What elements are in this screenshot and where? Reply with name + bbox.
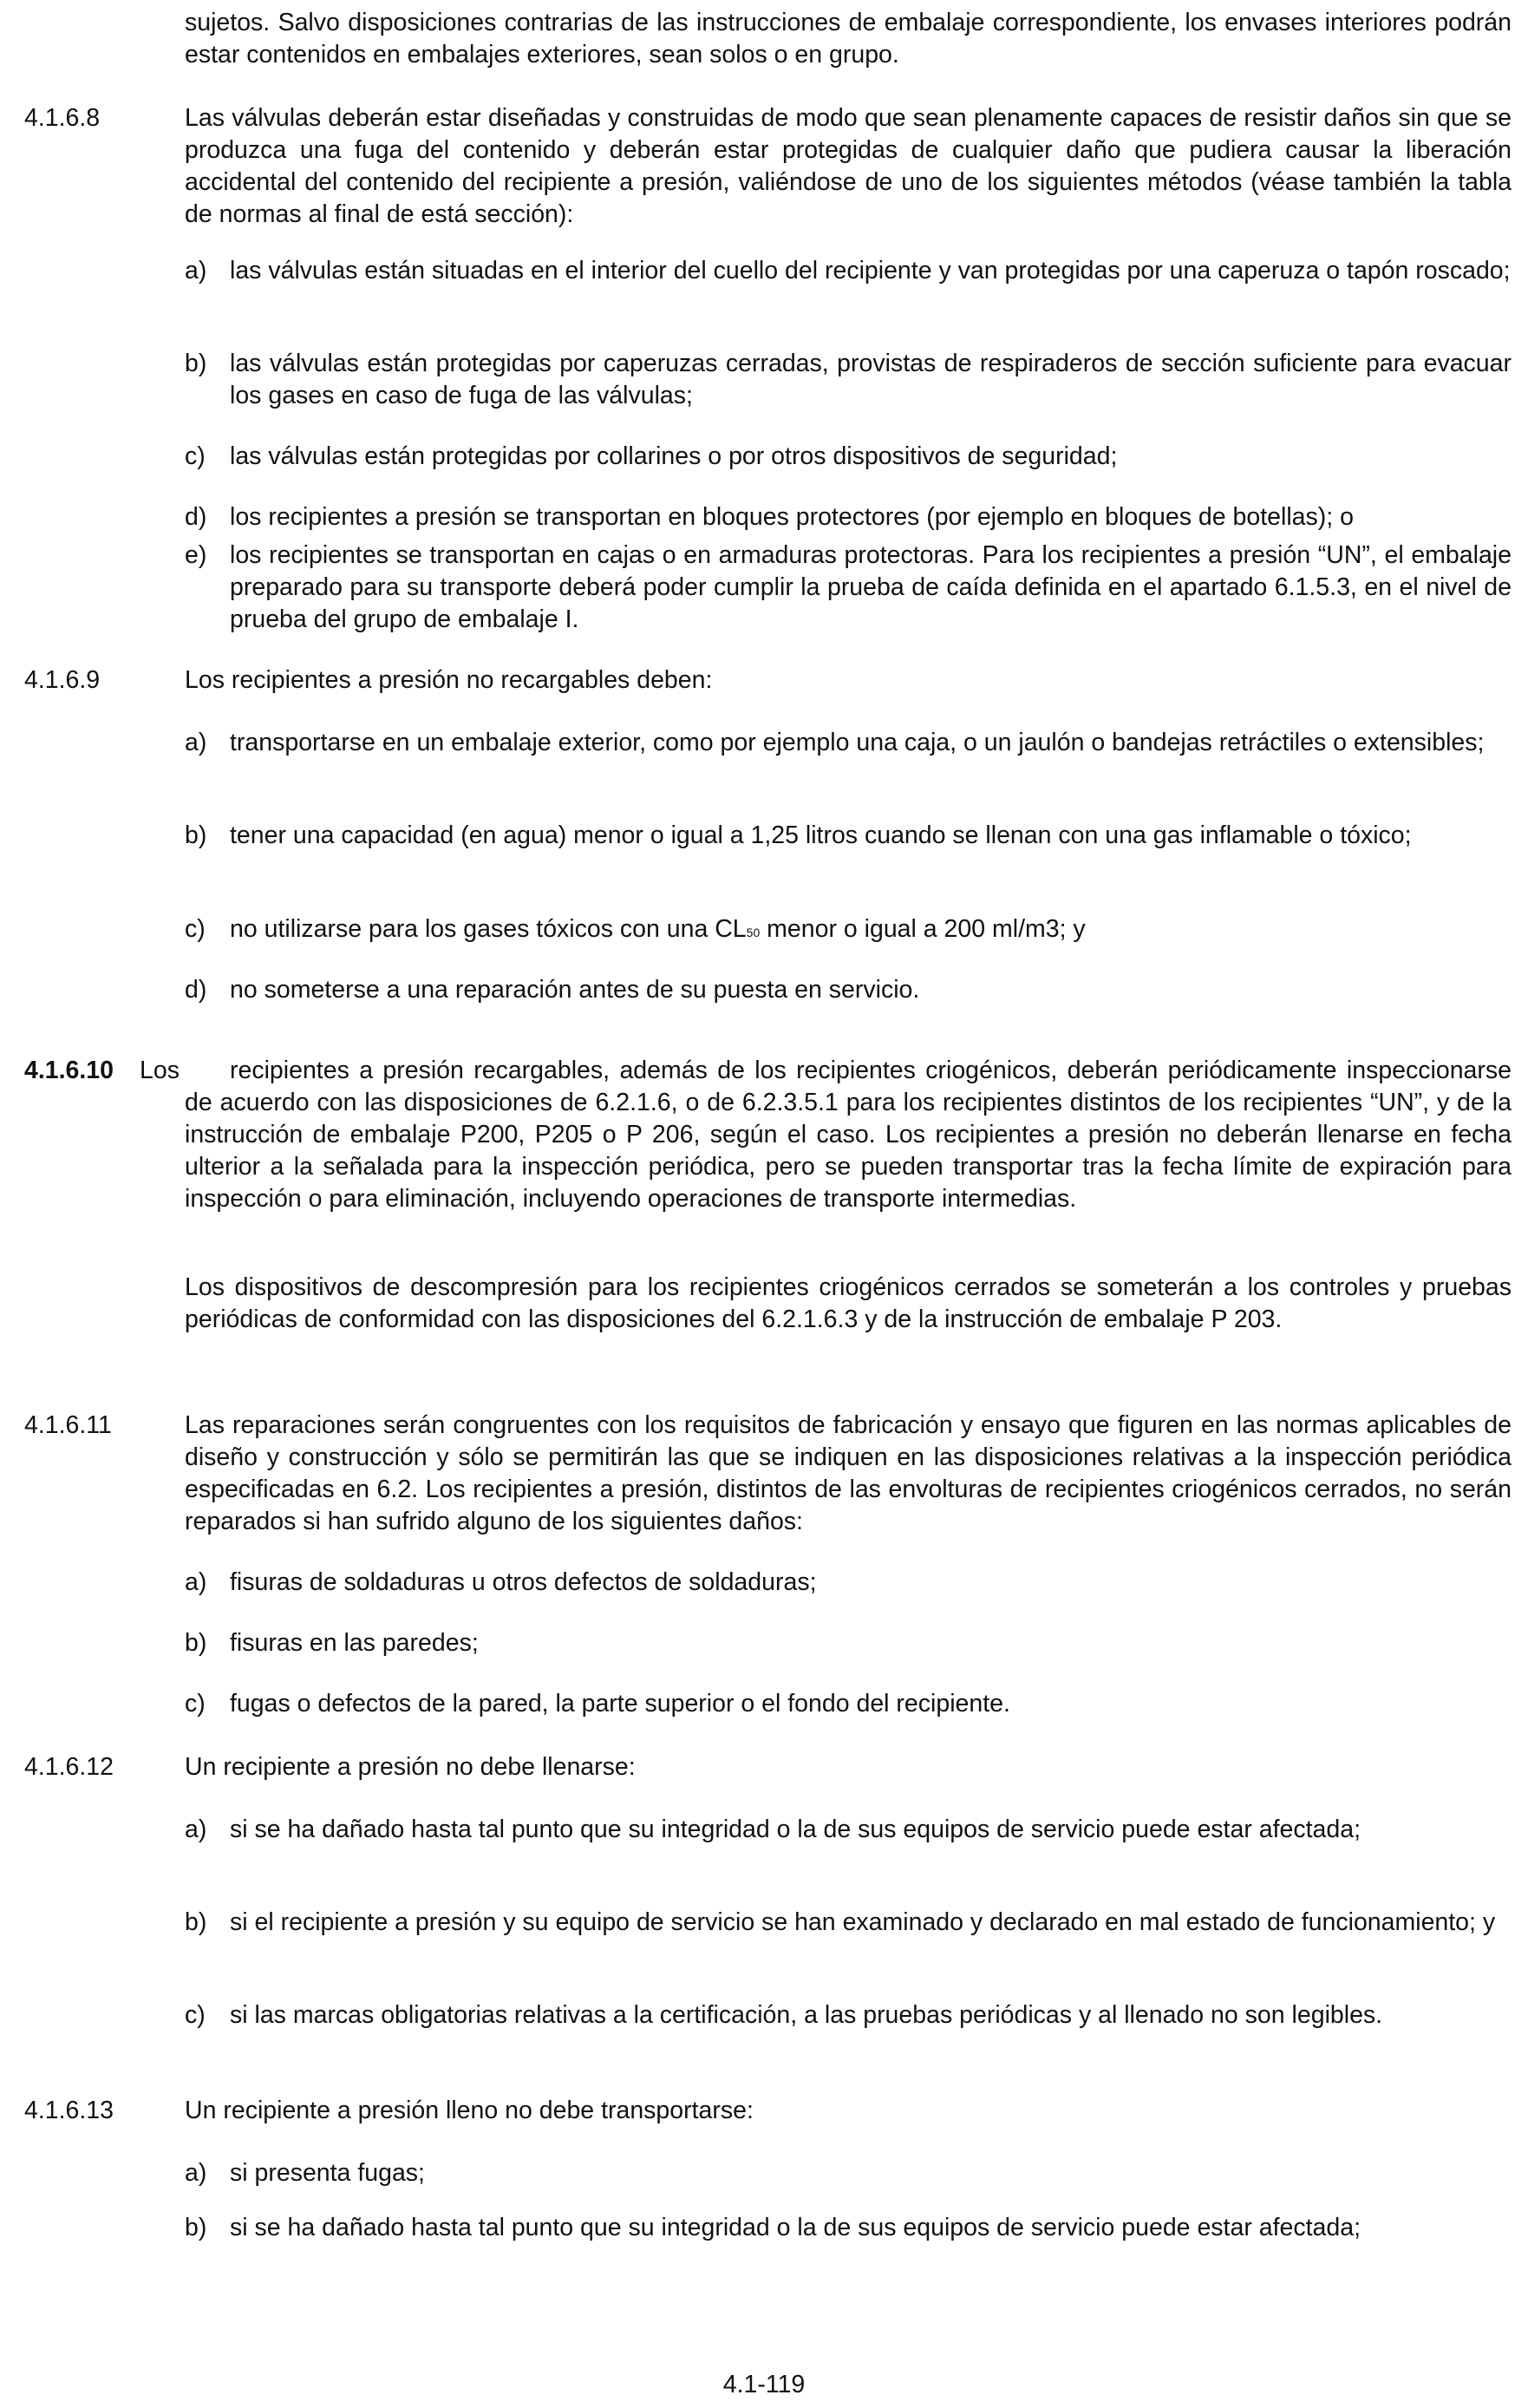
list-item-letter: c) bbox=[185, 2001, 206, 2029]
section-4-1-6-9-text: Los recipientes a presión no recargables deben: bbox=[185, 666, 713, 694]
cl-text: no utilizarse para los gases tóxicos con una CL bbox=[230, 915, 747, 943]
list-item-text: fisuras en las paredes; bbox=[230, 1629, 479, 1657]
list-item-letter: a) bbox=[185, 1816, 207, 1843]
list-item-text: si las marcas obligatorias relativas a la certificación, a las pruebas periódicas y al llenado no son legibles. bbox=[230, 2001, 1383, 2029]
list-item-text: si se ha dañado hasta tal punto que su integridad o la de sus equipos de servicio puede estar afectada; bbox=[230, 1816, 1361, 1843]
list-item bbox=[185, 820, 1512, 852]
cl-text-after: menor o igual a 200 ml/m3; y bbox=[760, 915, 1086, 943]
list-item-text: fisuras de soldaduras u otros defectos de soldaduras; bbox=[230, 1568, 817, 1596]
list-item-letter: d) bbox=[185, 503, 207, 531]
list-item-letter: b) bbox=[185, 2214, 207, 2241]
list-item-letter: c) bbox=[185, 1690, 206, 1718]
list-item bbox=[185, 441, 1512, 473]
section-number-4-1-6-12: 4.1.6.12 bbox=[24, 1753, 114, 1781]
list-item-letter: a) bbox=[185, 2159, 207, 2187]
section-number-4-1-6-9: 4.1.6.9 bbox=[24, 666, 101, 694]
section-4-1-6-10-text-2: Los dispositivos de descompresión para los recipientes criogénicos cerrados se someterán a los controles y pruebas periódicas de conformidad con las disposiciones del 6.2.1.6.3 y de la instrucción de embalaje P 203. bbox=[185, 1273, 1512, 1333]
section-number-4-1-6-10: 4.1.6.10 bbox=[24, 1057, 114, 1084]
list-item-text: no someterse a una reparación antes de su puesta en servicio. bbox=[230, 976, 920, 1004]
list-item bbox=[185, 2212, 1512, 2244]
list-item bbox=[185, 1907, 1512, 1939]
list-item-letter: d) bbox=[185, 976, 207, 1004]
list-item-letter: b) bbox=[185, 350, 207, 377]
list-item bbox=[185, 348, 1512, 412]
list-item bbox=[185, 255, 1512, 287]
list-item-text bbox=[230, 913, 1512, 949]
list-item-letter: a) bbox=[185, 257, 207, 285]
list-item-letter: b) bbox=[185, 1629, 207, 1657]
list-item-text: tener una capacidad (en agua) menor o igual a 1,25 litros cuando se llenan con una gas inflamable o tóxico; bbox=[230, 821, 1412, 849]
section-4-1-6-10-text: recipientes a presión recargables, además de los recipientes criogénicos, deberán periódicamente inspeccionarse de acuerdo con las disposiciones de 6.2.1.6, o de 6.2.3.5.1 para los recipientes distintos de los recipientes “UN”, y de la instrucción de embalaje P200, P205 o P 206, según el caso. Los recipientes a presión no deberán llenarse en fecha ulterior a la señalada para la inspección periódica, pero se pueden transportar tras la fecha límite de expiración para inspección o para eliminación, incluyendo operaciones de transporte intermedias. bbox=[185, 1057, 1512, 1213]
list-item bbox=[185, 974, 1512, 1006]
list-item-letter: a) bbox=[185, 1568, 207, 1596]
intro-paragraph: sujetos. Salvo disposiciones contrarias de las instrucciones de embalaje correspondiente, los envases interiores podrán estar contenidos en embalajes exteriores, sean solos o en grupo. bbox=[185, 9, 1512, 69]
list-item-text: fugas o defectos de la pared, la parte superior o el fondo del recipiente. bbox=[230, 1690, 1010, 1718]
list-item-letter: a) bbox=[185, 729, 207, 756]
section-4-1-6-12-text: Un recipiente a presión no debe llenarse: bbox=[185, 1753, 636, 1781]
list-item bbox=[185, 1999, 1512, 2032]
list-item-text: las válvulas están protegidas por collarines o por otros dispositivos de seguridad; bbox=[230, 442, 1118, 470]
list-item-text: si se ha dañado hasta tal punto que su integridad o la de sus equipos de servicio puede estar afectada; bbox=[230, 2214, 1361, 2241]
section-number-4-1-6-11: 4.1.6.11 bbox=[24, 1411, 112, 1439]
list-item-letter: b) bbox=[185, 821, 207, 849]
list-item-text: las válvulas están protegidas por caperuzas cerradas, provistas de respiraderos de sección suficiente para evacuar los gases en caso de fuga de las válvulas; bbox=[230, 350, 1512, 409]
list-item bbox=[185, 1688, 1512, 1720]
list-item bbox=[185, 727, 1512, 759]
list-item bbox=[185, 1627, 1512, 1659]
list-item-text: transportarse en un embalaje exterior, como por ejemplo una caja, o un jaulón o bandejas retráctiles o extensibles; bbox=[230, 729, 1485, 756]
list-item-letter: c) bbox=[185, 915, 206, 943]
section-number-4-1-6-8: 4.1.6.8 bbox=[24, 104, 101, 132]
list-item bbox=[185, 501, 1512, 533]
list-item-text: los recipientes a presión se transportan en bloques protectores (por ejemplo en bloques de botellas); o bbox=[230, 503, 1354, 531]
section-4-1-6-10-first-word: Los bbox=[140, 1057, 180, 1084]
page-number: 4.1-119 bbox=[722, 2371, 806, 2398]
section-4-1-6-11-text: Las reparaciones serán congruentes con los requisitos de fabricación y ensayo que figuren en las normas aplicables de diseño y construcción y sólo se permitirán las que se indiquen en las disposiciones relativas a la inspección periódica especificadas en 6.2. Los recipientes a presión, distintos de las envolturas de recipientes criogénicos cerrados, no serán reparados si han sufrido alguno de los siguientes daños: bbox=[185, 1411, 1512, 1535]
section-number-4-1-6-13: 4.1.6.13 bbox=[24, 2097, 114, 2124]
section-4-1-6-13-text: Un recipiente a presión lleno no debe transportarse: bbox=[185, 2097, 754, 2124]
list-item-text: las válvulas están situadas en el interior del cuello del recipiente y van protegidas por una caperuza o tapón roscado; bbox=[230, 257, 1511, 285]
list-item-text: si presenta fugas; bbox=[230, 2159, 425, 2187]
list-item-letter: c) bbox=[185, 442, 206, 470]
section-4-1-6-8-text: Las válvulas deberán estar diseñadas y construidas de modo que sean plenamente capaces de resistir daños sin que se produzca una fuga del contenido y deberán estar protegidas de cualquier daño que pudiera causar la liberación accidental del contenido del recipiente a presión, valiéndose de uno de los siguientes métodos (véase también la tabla de normas al final de está sección): bbox=[185, 104, 1512, 228]
list-item bbox=[185, 1814, 1512, 1846]
list-item bbox=[185, 1567, 1512, 1599]
list-item bbox=[185, 540, 1512, 636]
list-item-letter: e) bbox=[185, 541, 207, 569]
list-item-text: si el recipiente a presión y su equipo de servicio se han examinado y declarado en mal estado de funcionamiento; y bbox=[230, 1908, 1496, 1936]
list-item bbox=[185, 2157, 1512, 2189]
list-item bbox=[185, 913, 1512, 949]
list-item-letter: b) bbox=[185, 1908, 207, 1936]
list-item-text: los recipientes se transportan en cajas o en armaduras protectoras. Para los recipientes a presión “UN”, el embalaje preparado para su transporte deberá poder cumplir la prueba de caída definida en el apartado 6.1.5.3, en el nivel de prueba del grupo de embalaje I. bbox=[230, 541, 1512, 633]
cl-subscript: 50 bbox=[746, 926, 761, 939]
